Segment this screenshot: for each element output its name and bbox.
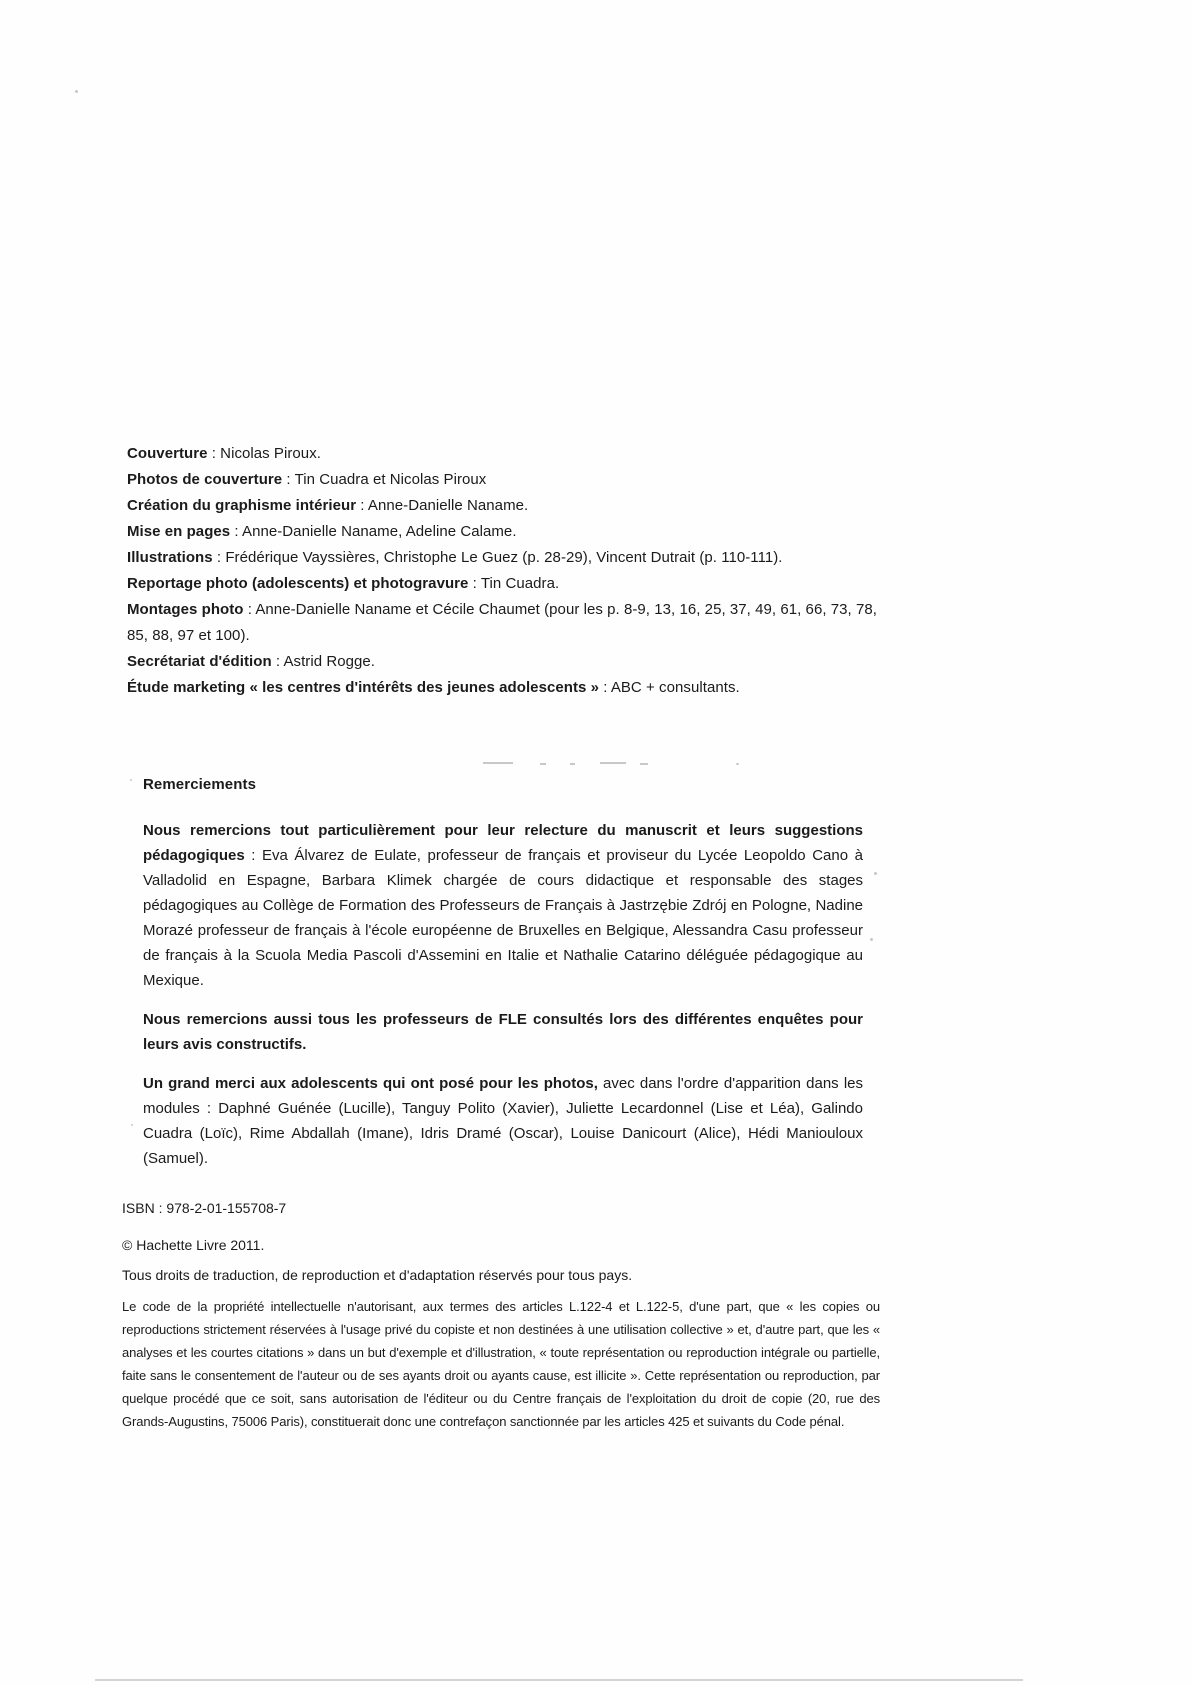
page-bottom-scan-edge: [95, 1679, 1023, 1681]
scan-speck: [130, 779, 132, 781]
credit-text: : Nicolas Piroux.: [207, 445, 321, 462]
credit-line-marketing-study: [127, 675, 884, 701]
paragraph-bold-lead: Nous remercions aussi tous les professeurs de FLE consultés lors des différentes enquêtes pour leurs avis constructifs.: [143, 1011, 863, 1053]
scan-speck: [75, 90, 78, 93]
scan-artifact-dashes: [600, 762, 626, 764]
scan-artifact-dashes: [640, 763, 648, 765]
credit-line-cover: [127, 441, 884, 467]
scan-speck: [870, 938, 873, 941]
paragraph-text: avec dans l'ordre d'apparition dans les modules : Daphné Guénée (Lucille), Tanguy Polito (Xavier), Juliette Lecardonnel (Lise et Léa), Galindo Cuadra (Loïc), Rime Abdallah (Imane), Idris Dramé (Oscar), Louise Danicourt (Alice), Hédi Maniouloux (Samuel).: [143, 1075, 863, 1167]
copyright-line: © Hachette Livre 2011.: [122, 1237, 265, 1253]
acknowledgements-paragraph-teachers: [143, 1007, 863, 1057]
credit-label: Photos de couverture: [127, 471, 283, 488]
acknowledgements-paragraph-teens: [143, 1071, 863, 1171]
credit-text: : Anne-Danielle Naname.: [356, 497, 529, 514]
acknowledgements-section: [143, 772, 863, 1185]
credit-label: Création du graphisme intérieur: [127, 497, 357, 514]
credit-label: Mise en pages: [127, 523, 231, 540]
scan-artifact-dashes: [540, 763, 546, 765]
credit-text: : Tin Cuadra et Nicolas Piroux: [282, 471, 487, 488]
scan-artifact-dashes: [483, 762, 513, 764]
isbn-line: ISBN : 978-2-01-155708-7: [122, 1200, 287, 1216]
scan-speck: [131, 1124, 133, 1126]
credit-text: : Frédérique Vayssières, Christophe Le Guez (p. 28-29), Vincent Dutrait (p. 110-111).: [212, 549, 783, 566]
acknowledgements-heading: Remerciements: [143, 776, 257, 793]
credit-label: Couverture: [127, 445, 208, 462]
credit-label: Montages photo: [127, 601, 244, 618]
credit-text: : Anne-Danielle Naname, Adeline Calame.: [230, 523, 517, 540]
credit-label: Étude marketing « les centres d'intérêts des jeunes adolescents »: [127, 679, 599, 696]
scan-speck: [736, 763, 739, 765]
rights-line: Tous droits de traduction, de reproduction et d'adaptation réservés pour tous pays.: [122, 1267, 633, 1283]
scan-artifact-dashes: [570, 763, 575, 765]
credit-line-interior-design: [127, 493, 884, 519]
legal-notice-paragraph: Le code de la propriété intellectuelle n'autorisant, aux termes des articles L.122-4 et L.122-5, d'une part, que « les copies ou reproductions strictement réservées à l'usage privé du copiste et non destinées à une utilisation collective » et, d'autre part, que les « analyses et les courtes citations » dans un but d'exemple et d'illustration, « toute représentation ou reproduction intégrale ou partielle, faite sans le consentement de l'auteur ou de ses ayants droit ou ayants cause, est illicite ». Cette représentation ou reproduction, par quelque procédé que ce soit, sans autorisation de l'éditeur ou du Centre français de l'exploitation du droit de copie (20, rue des Grands-Augustins, 75006 Paris), constituerait donc une contrefaçon sanctionnée par les articles 425 et suivants du Code pénal.: [122, 1299, 880, 1429]
credit-text: : Astrid Rogge.: [271, 653, 376, 670]
credit-text: : ABC + consultants.: [599, 679, 740, 696]
credit-text: : Tin Cuadra.: [468, 575, 560, 592]
credit-line-photo-report: [127, 571, 884, 597]
credit-line-photo-montages: [127, 597, 884, 649]
credit-line-layout: [127, 519, 884, 545]
credit-line-editorial-secretary: [127, 649, 884, 675]
credit-line-cover-photos: [127, 467, 884, 493]
credit-label: Illustrations: [127, 549, 213, 566]
scan-speck: [874, 872, 877, 875]
credit-label: Reportage photo (adolescents) et photogravure: [127, 575, 469, 592]
paragraph-bold-lead: Nous remercions tout particulièrement pour leur relecture du manuscrit et leurs suggestions pédagogiques: [143, 822, 863, 864]
paragraph-bold-lead: Un grand merci aux adolescents qui ont posé pour les photos,: [143, 1075, 598, 1092]
credit-text: : Anne-Danielle Naname et Cécile Chaumet (pour les p. 8-9, 13, 16, 25, 37, 49, 61, 66, 73, 78, 85, 88, 97 et 100).: [127, 601, 877, 644]
credit-label: Secrétariat d'édition: [127, 653, 272, 670]
paragraph-text: : Eva Álvarez de Eulate, professeur de français et proviseur du Lycée Leopoldo Cano à Valladolid en Espagne, Barbara Klimek chargée de cours didactique et responsable des stages pédagogiques au Collège de Formation des Professeurs de Français à Jastrzębie Zdrój en Pologne, Nadine Morazé professeur de français à l'école européenne de Bruxelles en Belgique, Alessandra Casu professeur de français à la Scuola Media Pascoli d'Assemini en Italie et Nathalie Catarino déléguée pédagogique au Mexique.: [143, 847, 863, 989]
acknowledgements-paragraph-reviewers: [143, 818, 863, 993]
credit-line-illustrations: [127, 545, 884, 571]
credits-block: [127, 441, 884, 701]
